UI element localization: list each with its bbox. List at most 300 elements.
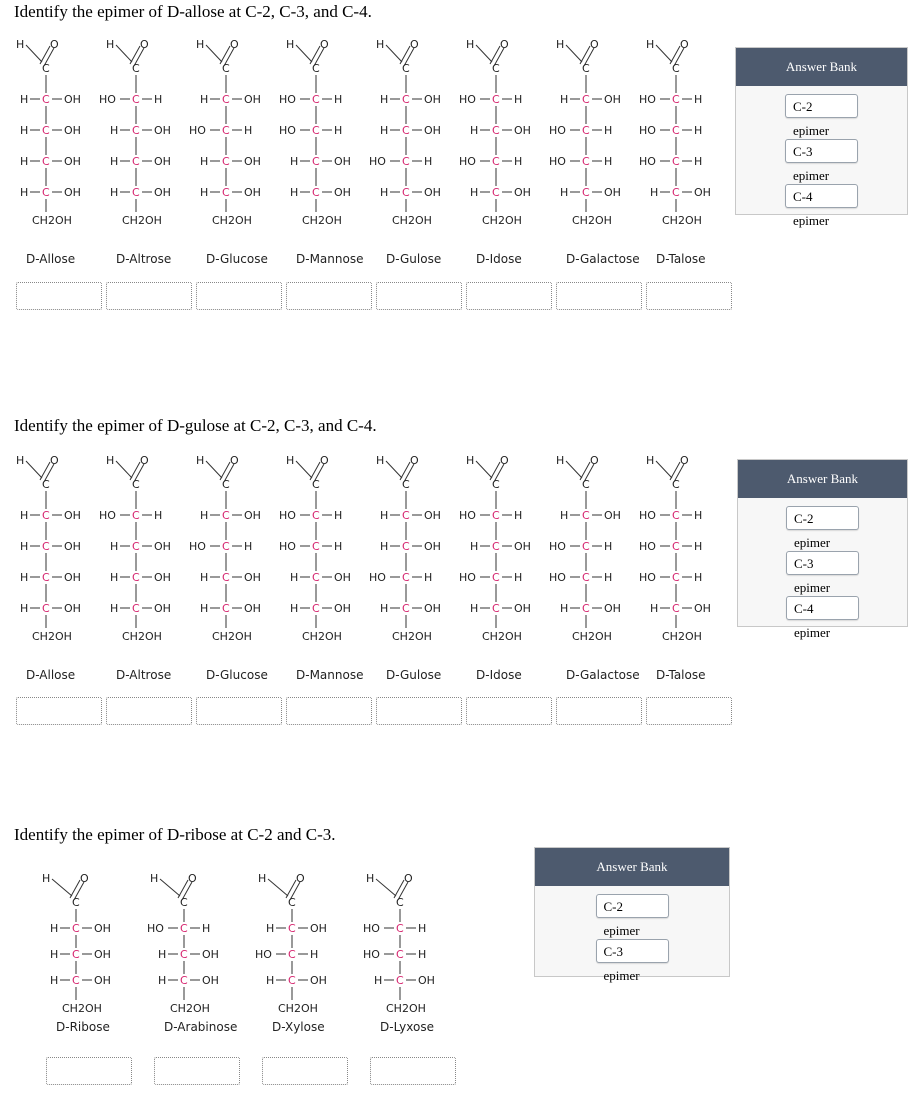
hydrogen-substituent: H (694, 93, 703, 106)
hydroxyl-substituent: OH (334, 602, 351, 615)
answer-drop-target[interactable] (466, 697, 552, 725)
aldehyde-oxygen: O (140, 454, 149, 467)
stereocenter-carbon: C (672, 124, 680, 137)
stereocenter-carbon: C (672, 540, 680, 553)
hydroxyl-substituent: HO (189, 124, 206, 137)
stereocenter-carbon: C (492, 186, 500, 199)
carbonyl-carbon: C (672, 62, 680, 75)
carbonyl-carbon: C (396, 896, 404, 909)
stereocenter-carbon: C (582, 186, 590, 199)
aldehyde-oxygen: O (680, 454, 689, 467)
hydroxyl-substituent: HO (639, 509, 656, 522)
hydrogen-substituent: H (290, 602, 299, 615)
answer-drop-target[interactable] (556, 282, 642, 310)
hydroxyl-substituent: OH (202, 948, 219, 961)
aldehyde-oxygen: O (50, 38, 59, 51)
terminal-ch2oh: CH2OH (572, 630, 612, 643)
stereocenter-carbon: C (312, 155, 320, 168)
stereocenter-carbon: C (42, 540, 50, 553)
stereocenter-carbon: C (396, 974, 404, 987)
terminal-ch2oh: CH2OH (212, 630, 252, 643)
stereocenter-carbon: C (42, 602, 50, 615)
carbonyl-carbon: C (180, 896, 188, 909)
stereocenter-carbon: C (492, 602, 500, 615)
hydrogen-substituent: H (560, 602, 569, 615)
aldehyde-oxygen: O (320, 454, 329, 467)
stereocenter-carbon: C (222, 509, 230, 522)
answer-bank-1 (735, 47, 908, 228)
hydroxyl-substituent: HO (147, 922, 164, 935)
aldehyde-hydrogen: H (556, 454, 565, 467)
answer-drop-target[interactable] (286, 697, 372, 725)
hydroxyl-substituent: HO (363, 948, 380, 961)
hydroxyl-substituent: HO (459, 571, 476, 584)
answer-drop-target[interactable] (376, 282, 462, 310)
aldehyde-oxygen: O (590, 38, 599, 51)
carbonyl-carbon: C (288, 896, 296, 909)
hydroxyl-substituent: HO (255, 948, 272, 961)
hydrogen-substituent: H (424, 155, 433, 168)
stereocenter-carbon: C (72, 922, 80, 935)
hydrogen-substituent: H (20, 602, 29, 615)
stereocenter-carbon: C (312, 93, 320, 106)
aldehyde-oxygen: O (680, 38, 689, 51)
hydroxyl-substituent: HO (549, 571, 566, 584)
answer-chip-c3-epimer[interactable]: C-3 epimer (785, 139, 858, 163)
stereocenter-carbon: C (672, 186, 680, 199)
hydrogen-substituent: H (50, 948, 59, 961)
stereocenter-carbon: C (492, 93, 500, 106)
hydroxyl-substituent: OH (94, 922, 111, 935)
answer-drop-target[interactable] (16, 697, 102, 725)
stereocenter-carbon: C (402, 186, 410, 199)
aldehyde-hydrogen: H (106, 454, 115, 467)
hydrogen-substituent: H (244, 124, 253, 137)
answer-drop-target[interactable] (106, 697, 192, 725)
hydrogen-substituent: H (560, 509, 569, 522)
answer-drop-target[interactable] (286, 282, 372, 310)
aldehyde-oxygen: O (590, 454, 599, 467)
hydroxyl-substituent: HO (279, 540, 296, 553)
hydroxyl-substituent: OH (334, 571, 351, 584)
hydroxyl-substituent: HO (549, 124, 566, 137)
carbonyl-carbon: C (312, 478, 320, 491)
hydrogen-substituent: H (424, 571, 433, 584)
stereocenter-carbon: C (582, 124, 590, 137)
sugar-name-label: D-Gulose (386, 252, 442, 266)
aldehyde-oxygen: O (188, 872, 197, 885)
hydrogen-substituent: H (266, 922, 275, 935)
stereocenter-carbon: C (132, 571, 140, 584)
hydrogen-substituent: H (380, 540, 389, 553)
hydroxyl-substituent: HO (639, 124, 656, 137)
aldehyde-oxygen: O (230, 454, 239, 467)
hydrogen-substituent: H (290, 186, 299, 199)
hydroxyl-substituent: OH (154, 602, 171, 615)
hydrogen-substituent: H (334, 93, 343, 106)
hydrogen-substituent: H (604, 571, 613, 584)
sugar-name-label: D-Altrose (116, 252, 172, 266)
hydroxyl-substituent: OH (514, 602, 531, 615)
answer-drop-target[interactable] (556, 697, 642, 725)
aldehyde-hydrogen: H (556, 38, 565, 51)
terminal-ch2oh: CH2OH (482, 214, 522, 227)
stereocenter-carbon: C (42, 124, 50, 137)
terminal-ch2oh: CH2OH (278, 1002, 318, 1015)
answer-chip-c3-epimer[interactable]: C-3 epimer (786, 551, 859, 575)
hydroxyl-substituent: HO (549, 155, 566, 168)
hydroxyl-substituent: OH (64, 93, 81, 106)
hydroxyl-substituent: OH (514, 540, 531, 553)
hydroxyl-substituent: OH (64, 509, 81, 522)
sugar-name-label: D-Allose (26, 252, 76, 266)
stereocenter-carbon: C (222, 186, 230, 199)
answer-drop-target[interactable] (370, 1057, 456, 1085)
hydroxyl-substituent: HO (459, 155, 476, 168)
hydroxyl-substituent: OH (424, 509, 441, 522)
stereocenter-carbon: C (402, 93, 410, 106)
hydrogen-substituent: H (200, 155, 209, 168)
aldehyde-hydrogen: H (466, 38, 475, 51)
aldehyde-hydrogen: H (196, 38, 205, 51)
sugar-name-label: D-Talose (656, 252, 706, 266)
stereocenter-carbon: C (222, 93, 230, 106)
hydrogen-substituent: H (650, 602, 659, 615)
stereocenter-carbon: C (180, 922, 188, 935)
stereocenter-carbon: C (180, 974, 188, 987)
terminal-ch2oh: CH2OH (170, 1002, 210, 1015)
answer-bank-header: Answer Bank (736, 48, 907, 86)
hydrogen-substituent: H (470, 124, 479, 137)
hydroxyl-substituent: HO (459, 509, 476, 522)
stereocenter-carbon: C (582, 571, 590, 584)
hydrogen-substituent: H (470, 186, 479, 199)
stereocenter-carbon: C (132, 602, 140, 615)
hydrogen-substituent: H (604, 155, 613, 168)
hydrogen-substituent: H (694, 540, 703, 553)
hydrogen-substituent: H (50, 922, 59, 935)
terminal-ch2oh: CH2OH (392, 630, 432, 643)
terminal-ch2oh: CH2OH (32, 214, 72, 227)
hydrogen-substituent: H (20, 93, 29, 106)
aldehyde-oxygen: O (50, 454, 59, 467)
terminal-ch2oh: CH2OH (32, 630, 72, 643)
hydrogen-substituent: H (650, 186, 659, 199)
stereocenter-carbon: C (222, 124, 230, 137)
terminal-ch2oh: CH2OH (482, 630, 522, 643)
hydroxyl-substituent: OH (94, 974, 111, 987)
hydrogen-substituent: H (244, 540, 253, 553)
hydroxyl-substituent: OH (694, 186, 711, 199)
aldehyde-oxygen: O (140, 38, 149, 51)
answer-drop-target[interactable] (466, 282, 552, 310)
stereocenter-carbon: C (312, 186, 320, 199)
answer-chip-c2-epimer[interactable]: C-2 epimer (785, 94, 858, 118)
carbonyl-carbon: C (582, 62, 590, 75)
hydroxyl-substituent: OH (424, 602, 441, 615)
carbonyl-carbon: C (402, 478, 410, 491)
stereocenter-carbon: C (672, 509, 680, 522)
hydrogen-substituent: H (418, 948, 427, 961)
answer-bank-2 (737, 459, 908, 640)
hydroxyl-substituent: OH (154, 155, 171, 168)
sugar-name-label: D-Idose (476, 252, 522, 266)
aldehyde-oxygen: O (500, 454, 509, 467)
hydrogen-substituent: H (110, 602, 119, 615)
hydrogen-substituent: H (374, 974, 383, 987)
hydroxyl-substituent: OH (334, 155, 351, 168)
question-2-title: Identify the epimer of D-gulose at C-2, C-3, and C-4. (14, 416, 377, 435)
sugar-name-label: D-Mannose (296, 668, 364, 682)
hydrogen-substituent: H (290, 155, 299, 168)
answer-drop-target[interactable] (46, 1057, 132, 1085)
sugar-name-label: D-Allose (26, 668, 76, 682)
carbonyl-carbon: C (222, 478, 230, 491)
hydroxyl-substituent: OH (244, 155, 261, 168)
hydroxyl-substituent: OH (244, 186, 261, 199)
hydrogen-substituent: H (694, 571, 703, 584)
hydroxyl-substituent: HO (279, 93, 296, 106)
stereocenter-carbon: C (132, 186, 140, 199)
answer-chip-c3-epimer[interactable]: C-3 epimer (596, 939, 669, 963)
hydrogen-substituent: H (20, 124, 29, 137)
stereocenter-carbon: C (222, 571, 230, 584)
hydrogen-substituent: H (694, 124, 703, 137)
hydrogen-substituent: H (560, 93, 569, 106)
stereocenter-carbon: C (582, 509, 590, 522)
stereocenter-carbon: C (42, 509, 50, 522)
sugar-name-label: D-Lyxose (380, 1020, 434, 1034)
carbonyl-carbon: C (72, 896, 80, 909)
stereocenter-carbon: C (492, 509, 500, 522)
hydroxyl-substituent: OH (604, 509, 621, 522)
hydrogen-substituent: H (158, 948, 167, 961)
hydrogen-substituent: H (20, 155, 29, 168)
stereocenter-carbon: C (222, 540, 230, 553)
stereocenter-carbon: C (42, 571, 50, 584)
answer-chip-c2-epimer[interactable]: C-2 epimer (786, 506, 859, 530)
carbonyl-carbon: C (312, 62, 320, 75)
stereocenter-carbon: C (402, 602, 410, 615)
hydroxyl-substituent: OH (334, 186, 351, 199)
hydroxyl-substituent: OH (310, 922, 327, 935)
stereocenter-carbon: C (402, 155, 410, 168)
hydroxyl-substituent: OH (514, 124, 531, 137)
aldehyde-hydrogen: H (150, 872, 159, 885)
hydroxyl-substituent: OH (604, 602, 621, 615)
hydrogen-substituent: H (158, 974, 167, 987)
aldehyde-hydrogen: H (466, 454, 475, 467)
terminal-ch2oh: CH2OH (302, 630, 342, 643)
answer-chip-c4-epimer[interactable]: C-4 epimer (786, 596, 859, 620)
stereocenter-carbon: C (402, 124, 410, 137)
hydrogen-substituent: H (20, 186, 29, 199)
stereocenter-carbon: C (672, 571, 680, 584)
answer-drop-target[interactable] (646, 697, 732, 725)
hydrogen-substituent: H (266, 974, 275, 987)
stereocenter-carbon: C (132, 540, 140, 553)
hydrogen-substituent: H (380, 186, 389, 199)
aldehyde-oxygen: O (404, 872, 413, 885)
aldehyde-hydrogen: H (646, 454, 655, 467)
hydroxyl-substituent: OH (64, 571, 81, 584)
aldehyde-hydrogen: H (196, 454, 205, 467)
sugar-name-label: D-Glucose (206, 668, 268, 682)
hydroxyl-substituent: HO (369, 155, 386, 168)
answer-drop-target[interactable] (196, 282, 282, 310)
terminal-ch2oh: CH2OH (212, 214, 252, 227)
stereocenter-carbon: C (132, 124, 140, 137)
hydroxyl-substituent: OH (64, 155, 81, 168)
hydrogen-substituent: H (380, 602, 389, 615)
aldehyde-hydrogen: H (286, 454, 295, 467)
fischer-structure (616, 452, 736, 672)
stereocenter-carbon: C (288, 922, 296, 935)
hydroxyl-substituent: OH (424, 186, 441, 199)
stereocenter-carbon: C (402, 540, 410, 553)
hydroxyl-substituent: HO (279, 509, 296, 522)
carbonyl-carbon: C (222, 62, 230, 75)
hydroxyl-substituent: OH (64, 602, 81, 615)
stereocenter-carbon: C (402, 571, 410, 584)
hydrogen-substituent: H (514, 155, 523, 168)
terminal-ch2oh: CH2OH (122, 630, 162, 643)
question-1-title: Identify the epimer of D-allose at C-2, C-3, and C-4. (14, 2, 372, 21)
sugar-name-label: D-Xylose (272, 1020, 325, 1034)
stereocenter-carbon: C (672, 155, 680, 168)
hydroxyl-substituent: OH (424, 540, 441, 553)
hydroxyl-substituent: OH (64, 186, 81, 199)
answer-bank-3 (534, 847, 730, 983)
hydroxyl-substituent: HO (363, 922, 380, 935)
hydrogen-substituent: H (202, 922, 211, 935)
hydrogen-substituent: H (200, 602, 209, 615)
aldehyde-hydrogen: H (286, 38, 295, 51)
hydrogen-substituent: H (514, 571, 523, 584)
hydrogen-substituent: H (470, 602, 479, 615)
answer-drop-target[interactable] (376, 697, 462, 725)
sugar-name-label: D-Galactose (566, 252, 640, 266)
stereocenter-carbon: C (132, 155, 140, 168)
hydrogen-substituent: H (200, 571, 209, 584)
hydroxyl-substituent: OH (514, 186, 531, 199)
stereocenter-carbon: C (492, 540, 500, 553)
hydroxyl-substituent: OH (604, 93, 621, 106)
answer-drop-target[interactable] (154, 1057, 240, 1085)
aldehyde-oxygen: O (500, 38, 509, 51)
aldehyde-oxygen: O (296, 872, 305, 885)
stereocenter-carbon: C (492, 124, 500, 137)
terminal-ch2oh: CH2OH (572, 214, 612, 227)
hydroxyl-substituent: HO (639, 93, 656, 106)
stereocenter-carbon: C (312, 602, 320, 615)
stereocenter-carbon: C (42, 155, 50, 168)
stereocenter-carbon: C (492, 571, 500, 584)
answer-chip-c2-epimer[interactable]: C-2 epimer (596, 894, 669, 918)
hydrogen-substituent: H (110, 155, 119, 168)
hydroxyl-substituent: HO (549, 540, 566, 553)
hydrogen-substituent: H (110, 186, 119, 199)
terminal-ch2oh: CH2OH (302, 214, 342, 227)
sugar-name-label: D-Idose (476, 668, 522, 682)
stereocenter-carbon: C (72, 948, 80, 961)
hydroxyl-substituent: HO (639, 540, 656, 553)
hydrogen-substituent: H (20, 540, 29, 553)
aldehyde-hydrogen: H (376, 454, 385, 467)
hydrogen-substituent: H (694, 509, 703, 522)
aldehyde-hydrogen: H (366, 872, 375, 885)
stereocenter-carbon: C (312, 540, 320, 553)
answer-drop-target[interactable] (106, 282, 192, 310)
aldehyde-oxygen: O (230, 38, 239, 51)
sugar-name-label: D-Talose (656, 668, 706, 682)
hydrogen-substituent: H (20, 571, 29, 584)
answer-chip-c4-epimer[interactable]: C-4 epimer (785, 184, 858, 208)
answer-drop-target[interactable] (16, 282, 102, 310)
hydrogen-substituent: H (110, 540, 119, 553)
terminal-ch2oh: CH2OH (122, 214, 162, 227)
answer-drop-target[interactable] (196, 697, 282, 725)
stereocenter-carbon: C (672, 602, 680, 615)
hydrogen-substituent: H (110, 571, 119, 584)
hydrogen-substituent: H (200, 93, 209, 106)
terminal-ch2oh: CH2OH (662, 214, 702, 227)
answer-drop-target[interactable] (262, 1057, 348, 1085)
carbonyl-carbon: C (132, 62, 140, 75)
stereocenter-carbon: C (396, 922, 404, 935)
hydroxyl-substituent: OH (244, 93, 261, 106)
hydroxyl-substituent: OH (694, 602, 711, 615)
hydroxyl-substituent: OH (154, 540, 171, 553)
hydroxyl-substituent: OH (244, 602, 261, 615)
hydroxyl-substituent: OH (424, 124, 441, 137)
stereocenter-carbon: C (582, 602, 590, 615)
hydrogen-substituent: H (334, 509, 343, 522)
hydrogen-substituent: H (604, 540, 613, 553)
sugar-name-label: D-Ribose (56, 1020, 110, 1034)
terminal-ch2oh: CH2OH (386, 1002, 426, 1015)
hydrogen-substituent: H (200, 509, 209, 522)
hydroxyl-substituent: OH (418, 974, 435, 987)
aldehyde-oxygen: O (410, 454, 419, 467)
fischer-structure (616, 36, 736, 256)
hydroxyl-substituent: OH (64, 124, 81, 137)
hydrogen-substituent: H (470, 540, 479, 553)
aldehyde-hydrogen: H (42, 872, 51, 885)
stereocenter-carbon: C (222, 155, 230, 168)
terminal-ch2oh: CH2OH (662, 630, 702, 643)
aldehyde-hydrogen: H (646, 38, 655, 51)
hydrogen-substituent: H (380, 124, 389, 137)
hydrogen-substituent: H (418, 922, 427, 935)
aldehyde-hydrogen: H (376, 38, 385, 51)
hydroxyl-substituent: OH (154, 186, 171, 199)
hydrogen-substituent: H (560, 186, 569, 199)
carbonyl-carbon: C (672, 478, 680, 491)
aldehyde-oxygen: O (320, 38, 329, 51)
aldehyde-oxygen: O (80, 872, 89, 885)
hydrogen-substituent: H (154, 93, 163, 106)
sugar-name-label: D-Glucose (206, 252, 268, 266)
sugar-name-label: D-Arabinose (164, 1020, 238, 1034)
stereocenter-carbon: C (132, 93, 140, 106)
stereocenter-carbon: C (312, 509, 320, 522)
question-3-title: Identify the epimer of D-ribose at C-2 and C-3. (14, 825, 336, 844)
stereocenter-carbon: C (42, 186, 50, 199)
answer-drop-target[interactable] (646, 282, 732, 310)
hydrogen-substituent: H (154, 509, 163, 522)
hydrogen-substituent: H (110, 124, 119, 137)
